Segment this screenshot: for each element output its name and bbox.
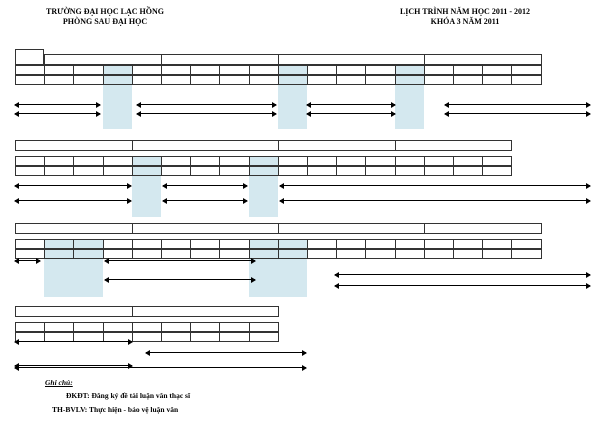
week-start-cell (15, 239, 45, 249)
timeline-arrow (15, 185, 131, 186)
week-end-cell (219, 249, 249, 259)
week-start-cell (15, 65, 45, 75)
week-end-cell (336, 249, 366, 259)
timeline-arrow (163, 200, 247, 201)
week-end-cell (424, 166, 454, 176)
week-start-cell (44, 322, 74, 332)
week-start-cell (249, 65, 279, 75)
week-start-cell (278, 156, 308, 166)
week-start-cell (453, 156, 483, 166)
week-start-cell (307, 156, 337, 166)
week-end-cell (249, 166, 279, 176)
week-start-cell (424, 65, 454, 75)
timeline-arrow (105, 260, 255, 261)
week-end-cell (190, 75, 220, 85)
week-start-cell (190, 322, 220, 332)
week-end-cell (161, 75, 191, 85)
week-start-cell (365, 65, 395, 75)
week-end-cell (132, 249, 162, 259)
timeline-arrow (335, 274, 590, 275)
week-start-cell (161, 156, 191, 166)
week-start-cell (44, 65, 74, 75)
timeline-arrow (163, 185, 247, 186)
week-end-cell (307, 249, 337, 259)
week-start-cell (365, 156, 395, 166)
week-start-cell (161, 65, 191, 75)
week-start-cell (395, 239, 425, 249)
week-start-cell (219, 65, 249, 75)
month-header (424, 54, 542, 65)
timeline-arrow (15, 200, 131, 201)
week-start-cell (395, 65, 425, 75)
week-end-cell (395, 249, 425, 259)
month-header (395, 140, 513, 151)
week-start-cell (219, 322, 249, 332)
week-start-cell (73, 156, 103, 166)
month-header (161, 54, 279, 65)
week-start-cell (424, 156, 454, 166)
week-start-cell (190, 239, 220, 249)
week-start-cell (219, 156, 249, 166)
timeline-arrow (335, 285, 590, 286)
week-start-cell (511, 239, 541, 249)
month-header (132, 223, 279, 234)
week-end-cell (132, 332, 162, 342)
month-header (132, 140, 279, 151)
week-end-cell (73, 249, 103, 259)
week-start-cell (132, 239, 162, 249)
week-start-cell (336, 156, 366, 166)
week-end-cell (453, 75, 483, 85)
month-header (15, 306, 133, 317)
month-header (278, 54, 425, 65)
week-start-cell (73, 65, 103, 75)
week-start-cell (336, 65, 366, 75)
week-start-cell (15, 156, 45, 166)
holiday-band (103, 81, 132, 129)
week-end-cell (482, 249, 512, 259)
week-end-cell (190, 249, 220, 259)
week-end-cell (249, 332, 279, 342)
week-end-cell (103, 166, 133, 176)
week-start-cell (307, 65, 337, 75)
week-end-cell (482, 75, 512, 85)
month-header (278, 223, 425, 234)
timeline-arrow (307, 113, 395, 114)
week-end-cell (278, 249, 308, 259)
week-start-cell (482, 65, 512, 75)
timeline-arrow (137, 113, 276, 114)
week-start-cell (249, 322, 279, 332)
week-start-cell (424, 239, 454, 249)
holiday-band (278, 255, 307, 297)
schedule-title: LỊCH TRÌNH NĂM HỌC 2011 - 2012 (399, 7, 531, 16)
week-start-cell (103, 239, 133, 249)
holiday-band (44, 255, 102, 297)
week-start-cell (103, 65, 133, 75)
week-end-cell (511, 75, 541, 85)
holiday-band (278, 81, 307, 129)
week-start-cell (453, 65, 483, 75)
week-end-cell (190, 332, 220, 342)
week-end-cell (44, 166, 74, 176)
week-start-cell (103, 156, 133, 166)
week-start-cell (336, 239, 366, 249)
cohort-title: KHÓA 3 NĂM 2011 (430, 17, 500, 26)
timeline-arrow (445, 113, 590, 114)
note-dkdt: ĐKĐT: Đăng ký đề tài luận văn thạc sĩ (66, 391, 191, 400)
week-start-cell (190, 65, 220, 75)
week-start-cell (365, 239, 395, 249)
week-start-cell (190, 156, 220, 166)
week-end-cell (190, 166, 220, 176)
week-end-cell (44, 75, 74, 85)
month-header (132, 306, 279, 317)
week-start-cell (103, 322, 133, 332)
week-start-cell (161, 322, 191, 332)
notes-heading: Ghi chú: (45, 378, 73, 387)
week-end-cell (424, 249, 454, 259)
timeline-arrow (15, 104, 100, 105)
holiday-band (249, 172, 278, 217)
week-start-cell (278, 239, 308, 249)
month-header (15, 140, 133, 151)
week-end-cell (365, 166, 395, 176)
week-end-cell (336, 75, 366, 85)
week-end-cell (132, 166, 162, 176)
week-end-cell (15, 166, 45, 176)
timeline-arrow (15, 367, 306, 368)
week-start-cell (73, 322, 103, 332)
week-start-cell (482, 156, 512, 166)
timeline-arrow (137, 104, 276, 105)
week-start-cell (219, 239, 249, 249)
week-start-cell (44, 239, 74, 249)
week-end-cell (336, 166, 366, 176)
month-header (424, 223, 542, 234)
week-end-cell (365, 249, 395, 259)
week-end-cell (161, 332, 191, 342)
week-start-cell (249, 156, 279, 166)
week-start-cell (15, 322, 45, 332)
week-end-cell (424, 75, 454, 85)
week-end-cell (219, 332, 249, 342)
month-header (15, 223, 133, 234)
week-end-cell (73, 75, 103, 85)
week-end-cell (73, 166, 103, 176)
week-end-cell (44, 249, 74, 259)
timeline-arrow (15, 341, 132, 342)
week-start-cell (482, 239, 512, 249)
week-end-cell (219, 75, 249, 85)
week-end-cell (278, 166, 308, 176)
week-end-cell (307, 166, 337, 176)
week-start-cell (395, 156, 425, 166)
week-start-cell (161, 239, 191, 249)
week-start-cell (453, 239, 483, 249)
week-start-cell (132, 322, 162, 332)
week-start-cell (132, 156, 162, 166)
week-end-cell (132, 75, 162, 85)
week-start-cell (44, 156, 74, 166)
week-end-cell (249, 75, 279, 85)
week-end-cell (219, 166, 249, 176)
school-name: TRƯỜNG ĐẠI HỌC LẠC HỒNG (46, 7, 164, 16)
holiday-band (395, 81, 424, 129)
week-end-cell (453, 249, 483, 259)
timeline-arrow (280, 200, 590, 201)
week-end-cell (395, 166, 425, 176)
holiday-band (132, 172, 161, 217)
timeline-arrow (307, 104, 395, 105)
timeline-arrow (105, 279, 255, 280)
timeline-arrow (15, 365, 132, 366)
week-end-cell (511, 249, 541, 259)
week-start-cell (73, 239, 103, 249)
week-start-cell (132, 65, 162, 75)
department-name: PHÒNG SAU ĐẠI HỌC (62, 17, 148, 26)
timeline-arrow (445, 104, 590, 105)
week-end-cell (103, 75, 133, 85)
week-end-cell (395, 75, 425, 85)
week-start-cell (307, 239, 337, 249)
month-header (44, 54, 162, 65)
timeline-arrow (146, 352, 306, 353)
week-start-cell (249, 239, 279, 249)
week-end-cell (161, 249, 191, 259)
week-end-cell (482, 166, 512, 176)
week-end-cell (453, 166, 483, 176)
week-end-cell (15, 75, 45, 85)
week-end-cell (307, 75, 337, 85)
month-header (278, 140, 396, 151)
note-thbvlv: TH-BVLV: Thực hiện - bảo vệ luận văn (52, 405, 179, 414)
timeline-arrow (15, 260, 40, 261)
week-end-cell (161, 166, 191, 176)
week-start-cell (511, 65, 541, 75)
timeline-arrow (280, 185, 590, 186)
month-header-first (15, 49, 44, 65)
timeline-arrow (15, 113, 100, 114)
week-end-cell (278, 75, 308, 85)
week-start-cell (278, 65, 308, 75)
week-end-cell (365, 75, 395, 85)
